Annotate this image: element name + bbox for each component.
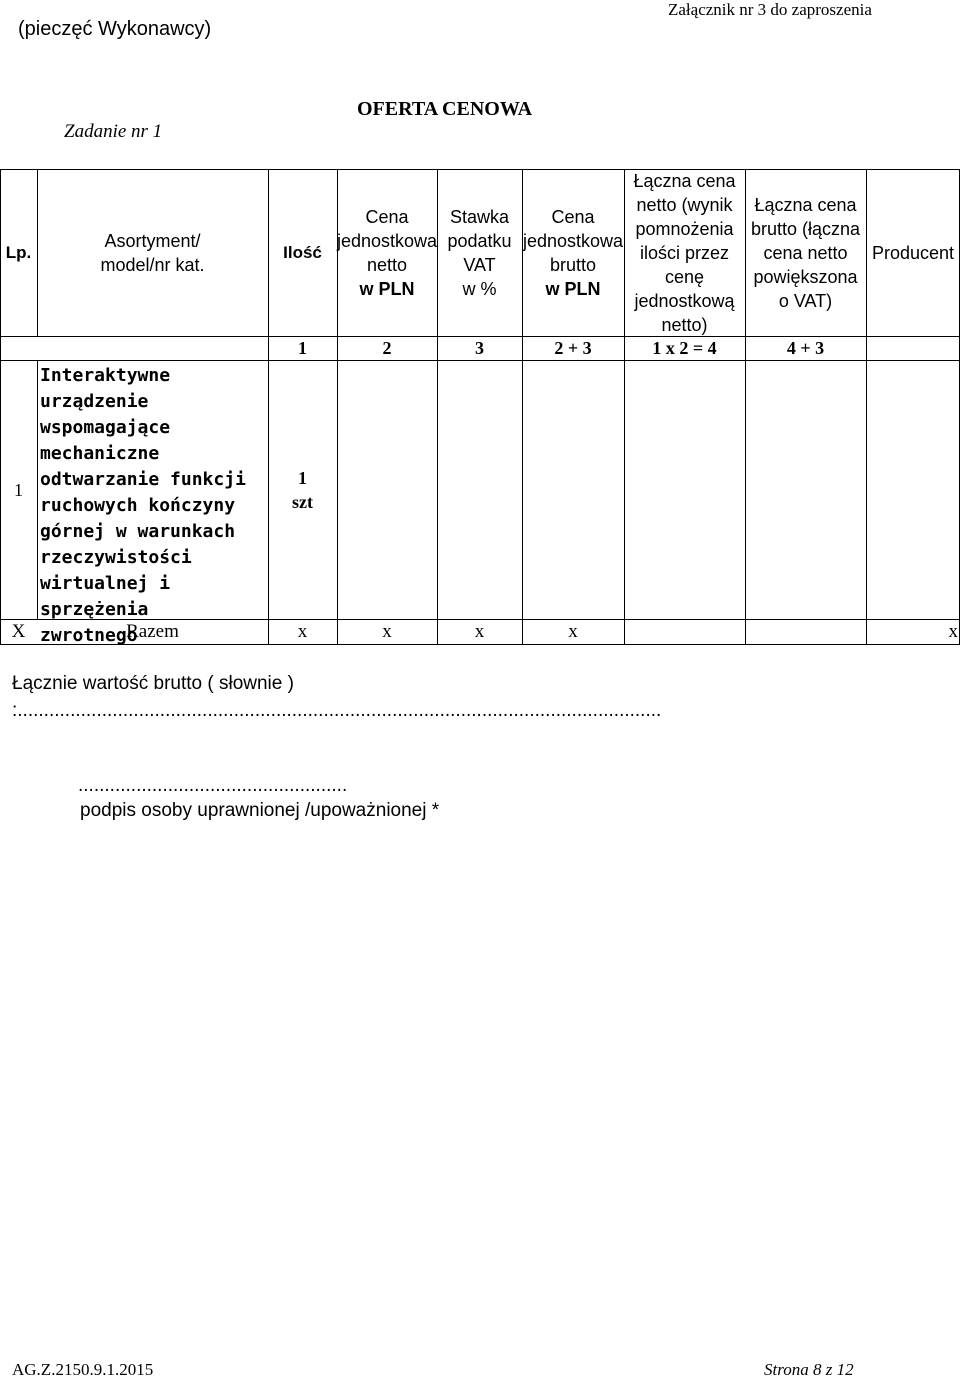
column-header-unit-price-gross: Cena jednostkowa brutto w PLN (522, 206, 624, 299)
column-header-producent: Producent (871, 242, 955, 263)
gross-value-in-words-field: :.......................................................................................................................... (12, 700, 662, 721)
column-header-lp: Lp. (5, 242, 32, 262)
signature-label: podpis osoby uprawnionej /upoważnionej * (80, 800, 440, 821)
column-header-total-net: Łączna cena netto (wynik pomnożenia ilości przez cenę jednostkową netto) (633, 170, 736, 335)
task-label: Zadanie nr 1 (64, 121, 163, 142)
document-reference: AG.Z.2150.9.1.2015 (12, 1360, 154, 1379)
total-cell: x (474, 620, 485, 642)
signature-line: ................................................... (78, 775, 348, 796)
contractor-stamp-label: (pieczęć Wykonawcy) (18, 18, 212, 40)
total-lp: X (11, 620, 26, 642)
column-header-unit-price-net: Cena jednostkowa netto w PLN (336, 206, 438, 299)
row-asortyment: Interaktywne urządzenie wspomagające mechaniczne odtwarzanie funkcji ruchowych kończyny górnej w warunkach rzeczywistości wirtualnej i sprzężenia zwrotnego (40, 365, 246, 646)
column-number: 2 + 3 (554, 338, 592, 358)
column-number: 4 + 3 (786, 338, 825, 358)
column-header-asortyment: Asortyment/ model/nr kat. (100, 230, 205, 275)
total-cell: x (948, 621, 958, 642)
row-lp: 1 (14, 479, 23, 500)
column-number: 2 (382, 338, 392, 358)
row-ilosc: 1 szt (292, 467, 313, 512)
total-label: Razem (126, 620, 179, 642)
column-number: 3 (475, 338, 484, 358)
attachment-label: Załącznik nr 3 do zaproszenia (668, 0, 872, 19)
gross-value-in-words-label: Łącznie wartość brutto ( słownie ) (12, 673, 294, 694)
column-header-ilosc: Ilość (283, 242, 322, 262)
column-number: 1 x 2 = 4 (652, 338, 717, 358)
document-title: OFERTA CENOWA (357, 98, 533, 120)
column-header-total-gross: Łączna cena brutto (łączna cena netto powiększona o VAT) (750, 194, 861, 311)
total-cell: x (382, 620, 392, 642)
total-cell: x (297, 620, 308, 642)
column-header-vat-rate: Stawka podatku VAT w % (447, 206, 512, 299)
total-cell: x (568, 620, 578, 642)
column-number: 1 (298, 338, 307, 358)
page-number: Strona 8 z 12 (764, 1360, 854, 1379)
